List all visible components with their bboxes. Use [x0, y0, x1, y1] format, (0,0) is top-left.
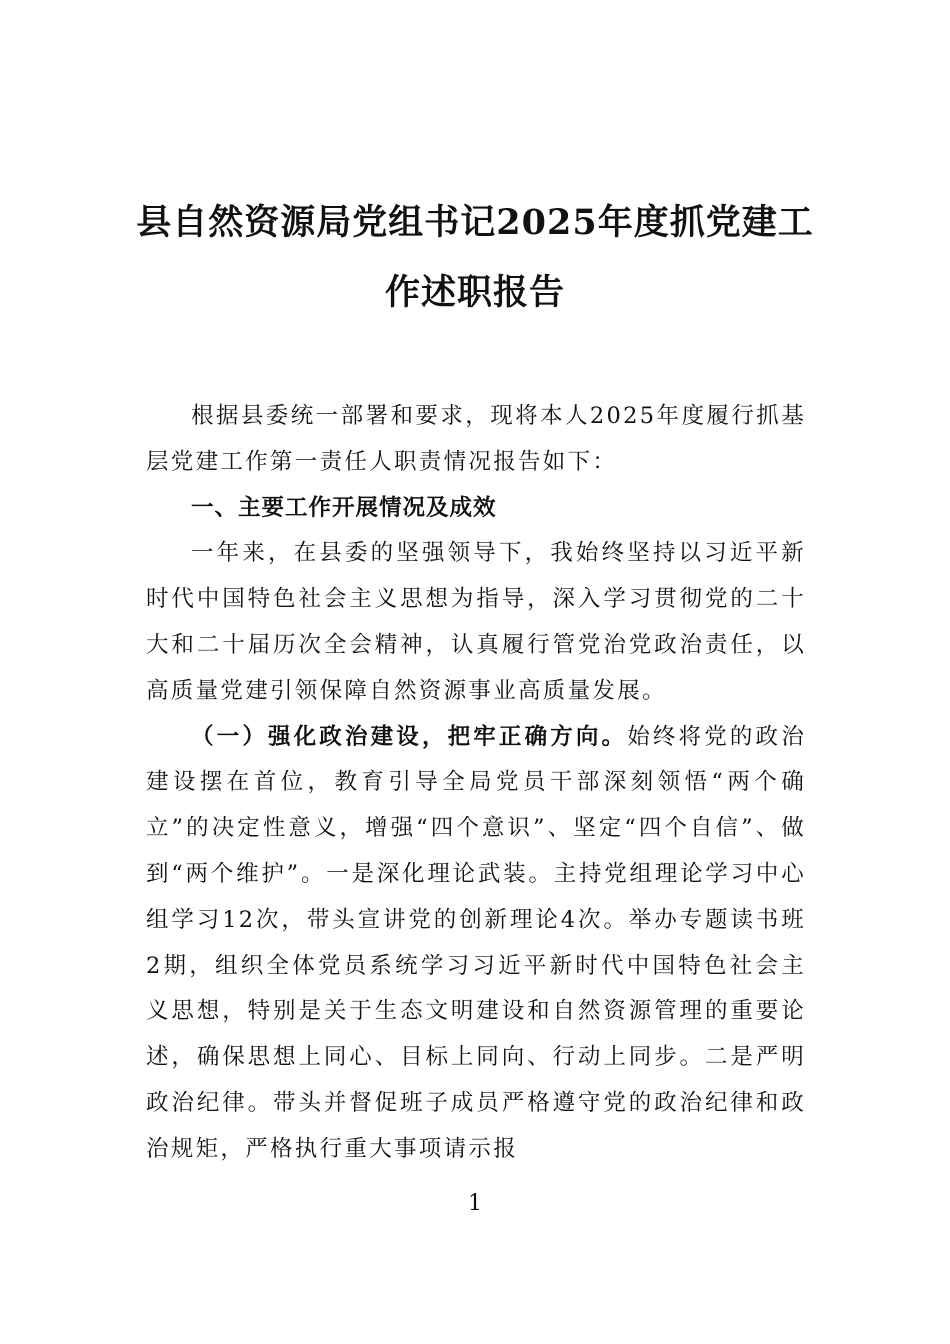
subsection-heading: （一）强化政治建设，把牢正确方向。 — [191, 723, 628, 750]
subsection-text: 始终将党的政治建设摆在首位，教育引导全局党员干部深刻领悟“两个确立”的决定性意义，增强“四个意识”、坚定“四个自信”、做到“两个维护”。一是深化理论武装。主持党组理论学习中心组学习12次，带头宣讲党的创新理论4次。举办专题读书班2期，组织全体党员系统学习习近平新时代中国特色社会主义思想，特别是关于生态文明建设和自然资源管理的重要论述，确保思想上同心、目标上同向、行动上同步。二是严明政治纪律。带头并督促班子成员严格遵守党的政治纪律和政治规矩，严格执行重大事项请示报 — [146, 723, 806, 1162]
page-number: 1 — [468, 1191, 482, 1216]
title-line-2: 作述职报告 — [384, 272, 565, 313]
section-heading: 一、主要工作开展情况及成效 — [191, 494, 497, 521]
section-paragraph: 一年来，在县委的坚强领导下，我始终坚持以习近平新时代中国特色社会主义思想为指导，深入学习贯彻党的二十大和二十届历次全会精神，认真履行管党治党政治责任，以高质量党建引领保障自然资源事业高质量发展。 — [146, 540, 806, 704]
document-title — [120, 188, 830, 328]
document-body — [146, 394, 806, 1173]
subsection-paragraph — [146, 715, 806, 1173]
intro-paragraph: 根据县委统一部署和要求，现将本人2025年度履行抓基层党建工作第一责任人职责情况报告如下： — [146, 403, 806, 475]
title-line-1: 县自然资源局党组书记2025年度抓党建工 — [136, 202, 814, 243]
